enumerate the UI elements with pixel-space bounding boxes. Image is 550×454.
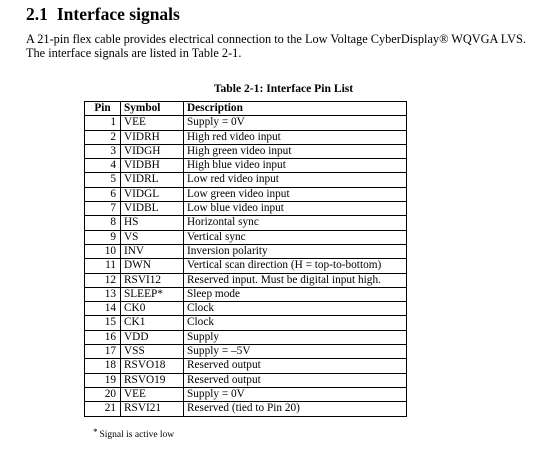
pin-cell: 17: [85, 345, 121, 359]
pin-cell: 9: [85, 230, 121, 244]
pin-cell: 3: [85, 144, 121, 158]
table-row: [85, 230, 407, 244]
pin-cell: 11: [85, 259, 121, 273]
description-cell: Supply = 0V: [184, 116, 407, 130]
intro-line-1: A 21-pin flex cable provides electrical connection to the Low Voltage CyberDisplay® WQVGA LVS.: [26, 32, 526, 46]
table-row: [85, 387, 407, 401]
description-cell: Supply = 0V: [184, 387, 407, 401]
pin-cell: 4: [85, 159, 121, 173]
pin-cell: 13: [85, 287, 121, 301]
section-title: Interface signals: [56, 4, 180, 24]
description-cell: Inversion polarity: [184, 244, 407, 258]
description-cell: Horizontal sync: [184, 216, 407, 230]
table-caption: Table 2-1: Interface Pin List: [213, 82, 354, 95]
description-cell: High red video input: [184, 130, 407, 144]
intro-line-2: The interface signals are listed in Table 2-1.: [26, 46, 242, 60]
pin-cell: 1: [85, 116, 121, 130]
description-cell: Low red video input: [184, 173, 407, 187]
table-header-row: [85, 102, 407, 116]
table-row: [85, 202, 407, 216]
description-cell: Clock: [184, 316, 407, 330]
table-row: [85, 259, 407, 273]
symbol-cell: DWN: [121, 259, 184, 273]
symbol-cell: VEE: [121, 387, 184, 401]
pin-cell: 2: [85, 130, 121, 144]
table-row: [85, 159, 407, 173]
description-cell: Supply = –5V: [184, 345, 407, 359]
description-cell: Vertical sync: [184, 230, 407, 244]
description-cell: Vertical scan direction (H = top-to-bottom): [184, 259, 407, 273]
pin-cell: 14: [85, 302, 121, 316]
header-pin: Pin: [85, 102, 121, 116]
symbol-cell: VS: [121, 230, 184, 244]
pin-cell: 16: [85, 330, 121, 344]
header-symbol: Symbol: [121, 102, 184, 116]
table-row: [85, 302, 407, 316]
table-row: [85, 373, 407, 387]
description-cell: Reserved output: [184, 373, 407, 387]
table-row: [85, 287, 407, 301]
table-row: [85, 359, 407, 373]
description-cell: Reserved (tied to Pin 20): [184, 402, 407, 416]
description-cell: Supply: [184, 330, 407, 344]
description-cell: High blue video input: [184, 159, 407, 173]
description-cell: Reserved output: [184, 359, 407, 373]
table-row: [85, 316, 407, 330]
table-row: [85, 173, 407, 187]
symbol-cell: VIDBH: [121, 159, 184, 173]
table-row: [85, 216, 407, 230]
table-row: [85, 244, 407, 258]
pin-cell: 8: [85, 216, 121, 230]
symbol-cell: VDD: [121, 330, 184, 344]
description-cell: Reserved input. Must be digital input high.: [184, 273, 407, 287]
footnote-text: Signal is active low: [99, 430, 175, 440]
symbol-cell: VEE: [121, 116, 184, 130]
description-cell: Low green video input: [184, 187, 407, 201]
symbol-cell: VIDRH: [121, 130, 184, 144]
description-cell: Low blue video input: [184, 202, 407, 216]
table-row: [85, 273, 407, 287]
header-description: Description: [184, 102, 407, 116]
description-cell: Clock: [184, 302, 407, 316]
description-cell: Sleep mode: [184, 287, 407, 301]
pin-cell: 5: [85, 173, 121, 187]
intro-paragraph: [26, 32, 546, 60]
table-row: [85, 345, 407, 359]
symbol-cell: RSVI12: [121, 273, 184, 287]
symbol-cell: RSVI21: [121, 402, 184, 416]
symbol-cell: RSVO19: [121, 373, 184, 387]
footnote-marker: *: [93, 427, 98, 437]
pin-cell: 6: [85, 187, 121, 201]
pin-cell: 12: [85, 273, 121, 287]
pin-cell: 20: [85, 387, 121, 401]
table-row: [85, 116, 407, 130]
interface-pin-table: [84, 101, 407, 417]
pin-cell: 10: [85, 244, 121, 258]
pin-cell: 15: [85, 316, 121, 330]
symbol-cell: INV: [121, 244, 184, 258]
symbol-cell: VIDRL: [121, 173, 184, 187]
symbol-cell: RSVO18: [121, 359, 184, 373]
symbol-cell: VIDGH: [121, 144, 184, 158]
symbol-cell: VSS: [121, 345, 184, 359]
symbol-cell: CK0: [121, 302, 184, 316]
table-row: [85, 144, 407, 158]
symbol-cell: VIDGL: [121, 187, 184, 201]
table-row: [85, 187, 407, 201]
symbol-cell: CK1: [121, 316, 184, 330]
table-row: [85, 402, 407, 416]
table-row: [85, 330, 407, 344]
pin-cell: 18: [85, 359, 121, 373]
section-number: 2.1: [26, 4, 48, 24]
pin-cell: 7: [85, 202, 121, 216]
symbol-cell: HS: [121, 216, 184, 230]
pin-cell: 19: [85, 373, 121, 387]
table-row: [85, 130, 407, 144]
symbol-cell: SLEEP*: [121, 287, 184, 301]
footnote: [93, 427, 174, 440]
description-cell: High green video input: [184, 144, 407, 158]
pin-cell: 21: [85, 402, 121, 416]
section-heading: [26, 4, 180, 25]
symbol-cell: VIDBL: [121, 202, 184, 216]
